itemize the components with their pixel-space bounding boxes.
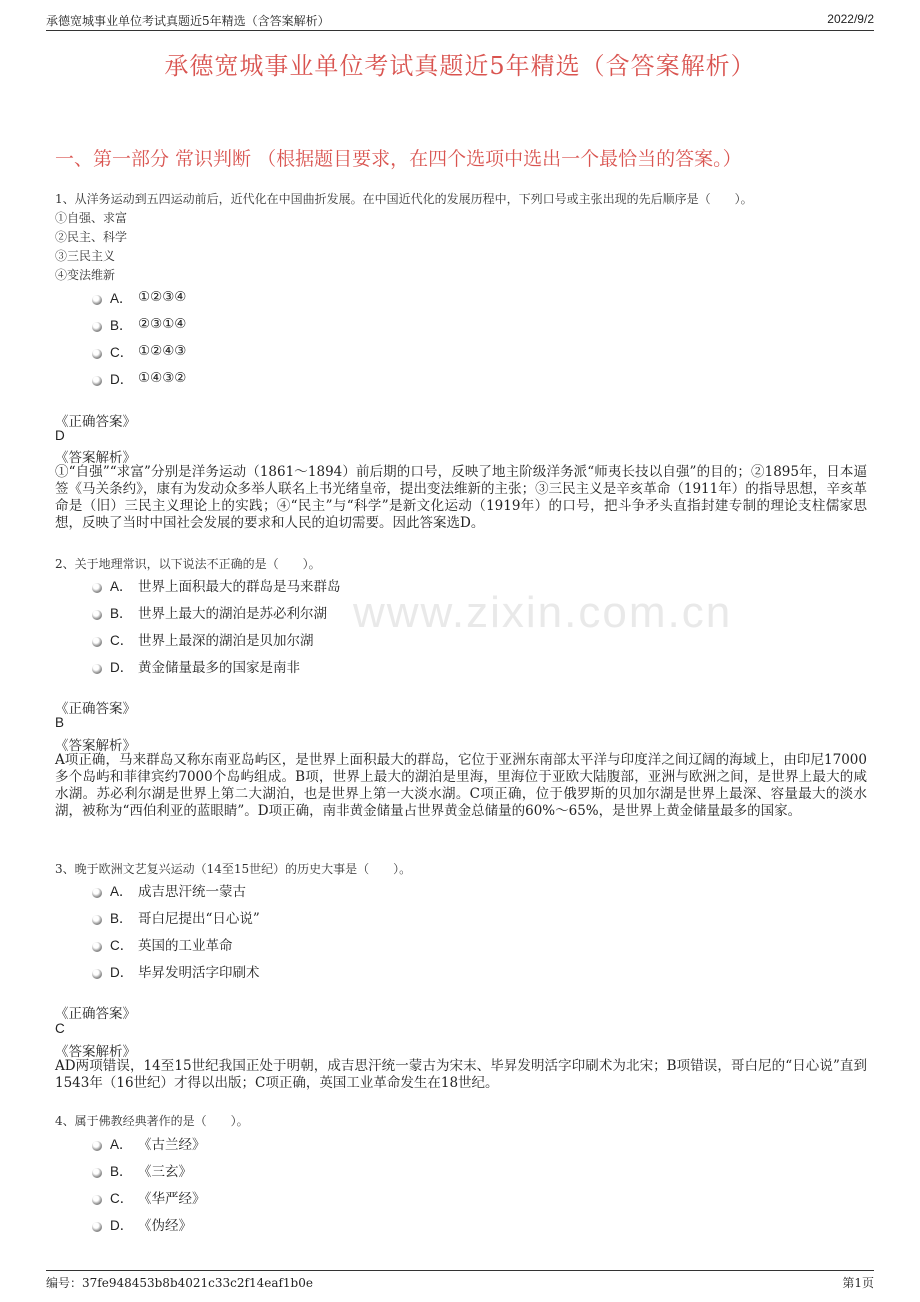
radio-icon[interactable] bbox=[92, 915, 102, 925]
question-4-stem: 4、属于佛教经典著作的是（ ）。 bbox=[55, 1114, 249, 1128]
question-1-option-d[interactable]: D． ①④③② bbox=[92, 368, 186, 388]
analysis-label: 《答案解析》 bbox=[55, 1044, 136, 1060]
radio-icon[interactable] bbox=[92, 664, 102, 674]
question-1-option-c[interactable]: C． ①②④③ bbox=[92, 341, 186, 361]
question-3-option-c[interactable]: C． 英国的工业革命 bbox=[92, 934, 233, 954]
question-4-option-a[interactable]: A． 《古兰经》 bbox=[92, 1133, 206, 1153]
question-2-explanation: A项正确，马来群岛又称东南亚岛屿区，是世界上面积最大的群岛，它位于亚洲东南部太平洋与印度洋之间辽阔的海域上，由印尼17000多个岛屿和菲律宾约7000个岛屿组成。B项，世界上最大的湖泊是里海，里海位于亚欧大陆腹部，亚洲与欧洲之间，是世界上最大的咸水湖。苏必利尔湖是世界上第二大湖泊，也是世界上第一大淡水湖。C项正确，位于俄罗斯的贝加尔湖是世界上最深、容量最大的淡水湖，被称为“西伯利亚的蓝眼睛”。D项正确，南非黄金储量占世界黄金总储量的60%～65%，是世界上黄金储量最多的国家。 bbox=[55, 752, 867, 819]
question-3-option-d[interactable]: D． 毕昇发明活字印刷术 bbox=[92, 961, 260, 981]
question-1-item: ③三民主义 bbox=[55, 249, 116, 263]
radio-icon[interactable] bbox=[92, 1141, 102, 1151]
question-2-answer: B bbox=[55, 715, 65, 730]
header-doc-title: 承德宽城事业单位考试真题近5年精选（含答案解析） bbox=[46, 14, 330, 28]
question-1-item: ②民主、科学 bbox=[55, 230, 128, 244]
question-1-answer: D bbox=[55, 428, 65, 443]
question-3-option-b[interactable]: B． 哥白尼提出“日心说” bbox=[92, 907, 260, 927]
question-2-option-c[interactable]: C． 世界上最深的湖泊是贝加尔湖 bbox=[92, 629, 314, 649]
radio-icon[interactable] bbox=[92, 349, 102, 359]
question-3-answer: C bbox=[55, 1021, 65, 1036]
question-2-option-b[interactable]: B． 世界上最大的湖泊是苏必利尔湖 bbox=[92, 602, 327, 622]
correct-answer-label: 《正确答案》 bbox=[55, 701, 136, 717]
radio-icon[interactable] bbox=[92, 322, 102, 332]
question-1-stem: 1、从洋务运动到五四运动前后，近代化在中国曲折发展。在中国近代化的发展历程中，下列口号或主张出现的先后顺序是（ ）。 bbox=[55, 192, 753, 206]
analysis-label: 《答案解析》 bbox=[55, 450, 136, 466]
radio-icon[interactable] bbox=[92, 1195, 102, 1205]
question-4-option-c[interactable]: C． 《华严经》 bbox=[92, 1187, 206, 1207]
question-2-option-a[interactable]: A． 世界上面积最大的群岛是马来群岛 bbox=[92, 575, 341, 595]
correct-answer-label: 《正确答案》 bbox=[55, 414, 136, 430]
radio-icon[interactable] bbox=[92, 1222, 102, 1232]
radio-icon[interactable] bbox=[92, 583, 102, 593]
radio-icon[interactable] bbox=[92, 1168, 102, 1178]
section-heading: 一、第一部分 常识判断 （根据题目要求，在四个选项中选出一个最恰当的答案。） bbox=[55, 148, 742, 170]
analysis-label: 《答案解析》 bbox=[55, 738, 136, 754]
question-1-item: ④变法维新 bbox=[55, 268, 116, 282]
correct-answer-label: 《正确答案》 bbox=[55, 1006, 136, 1022]
radio-icon[interactable] bbox=[92, 295, 102, 305]
header-date: 2022/9/2 bbox=[827, 12, 874, 26]
question-3-explanation: AD两项错误，14至15世纪我国正处于明朝，成吉思汗统一蒙古为宋末、毕昇发明活字印刷术为北宋；B项错误，哥白尼的“日心说”直到1543年（16世纪）才得以出版；C项正确，英国工业革命发生在18世纪。 bbox=[55, 1058, 867, 1091]
radio-icon[interactable] bbox=[92, 376, 102, 386]
radio-icon[interactable] bbox=[92, 969, 102, 979]
question-3-option-a[interactable]: A． 成吉思汗统一蒙古 bbox=[92, 880, 246, 900]
page-number: 第1页 bbox=[842, 1276, 874, 1290]
document-code: 编号：37fe948453b8b4021c33c2f14eaf1b0e bbox=[46, 1276, 313, 1290]
page-header bbox=[46, 10, 874, 31]
radio-icon[interactable] bbox=[92, 637, 102, 647]
question-4-option-b[interactable]: B． 《三玄》 bbox=[92, 1160, 192, 1180]
radio-icon[interactable] bbox=[92, 942, 102, 952]
question-2-option-d[interactable]: D． 黄金储量最多的国家是南非 bbox=[92, 656, 300, 676]
question-4-option-d[interactable]: D． 《伪经》 bbox=[92, 1214, 192, 1234]
page-footer bbox=[46, 1270, 874, 1291]
question-2-stem: 2、关于地理常识，以下说法不正确的是（ ）。 bbox=[55, 557, 321, 571]
document-title: 承德宽城事业单位考试真题近5年精选（含答案解析） bbox=[164, 52, 756, 80]
radio-icon[interactable] bbox=[92, 888, 102, 898]
question-1-explanation: ①“自强”“求富”分别是洋务运动（1861～1894）前后期的口号，反映了地主阶级洋务派“师夷长技以自强”的目的；②1895年，日本逼签《马关条约》，康有为发动众多举人联名上书光绪皇帝，提出变法维新的主张；③三民主义是辛亥革命（1911年）的指导思想，辛亥革命是（旧）三民主义理论上的实践；④“民主”与“科学”是新文化运动（1919年）的口号，把斗争矛头直指封建专制的理论支柱儒家思想，反映了当时中国社会发展的要求和人民的迫切需要。因此答案选D。 bbox=[55, 464, 867, 531]
question-1-option-a[interactable]: A． ①②③④ bbox=[92, 287, 186, 307]
question-1-item: ①自强、求富 bbox=[55, 211, 128, 225]
watermark: www.zixin.com.cn bbox=[353, 588, 733, 637]
radio-icon[interactable] bbox=[92, 610, 102, 620]
question-1-option-b[interactable]: B． ②③①④ bbox=[92, 314, 186, 334]
question-3-stem: 3、晚于欧洲文艺复兴运动（14至15世纪）的历史大事是（ ）。 bbox=[55, 862, 412, 876]
